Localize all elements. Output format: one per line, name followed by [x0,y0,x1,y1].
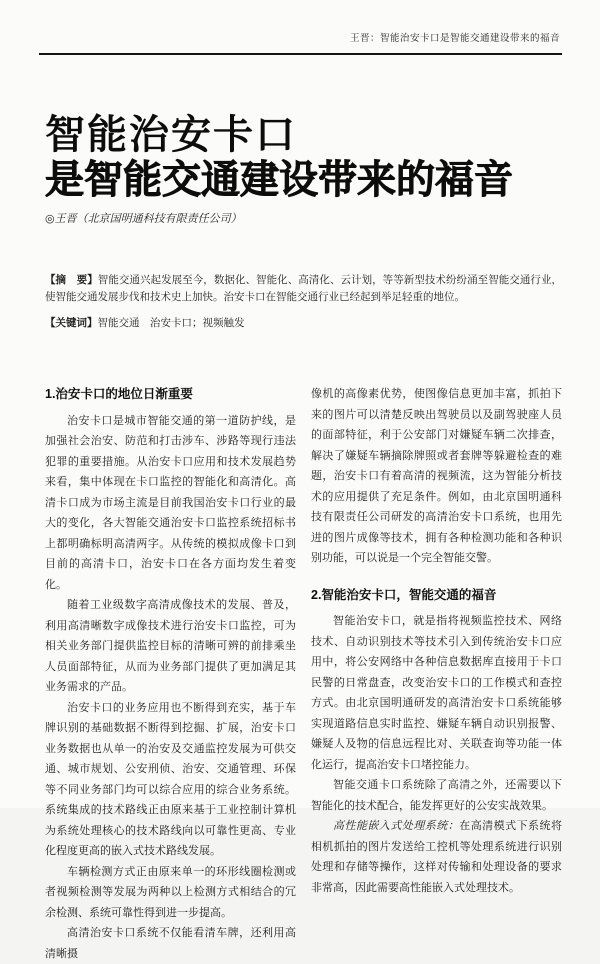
article-title [45,115,562,200]
body-paragraph: 治安卡口的业务应用也不断得到充实，基于车牌识别的基础数据不断得到挖掘、扩展，治安卡口业务数据也从单一的治安及交通监控发展为可供交通、城市规划、公安刑侦、治安、交通管理、环保等不同业务部门均可以综合应用的综合业务系统。系统集成的技术路线正由原来基于工业控制计算机为系统处理核心的技术路线向以可靠性更高、专业化程度更高的嵌入式技术路线发展。 [45,701,296,857]
abstract-text: 智能交通兴起发展至今，数据化、智能化、高清化、云计划，等等新型技术纷纷涌至智能交通行业，使智能交通发展步伐和技术史上加快。治安卡口在智能交通行业已经起到举足轻重的地位。 [45,274,563,303]
abstract-block [45,272,562,332]
body-paragraph: 车辆检测方式正由原来单一的环形线圈检测或者视频检测等发展为两种以上检测方式相结合的冗余检测、系统可靠性得到进一步提高。 [45,865,296,919]
keywords-line [45,315,562,332]
abstract-paragraph [45,272,562,306]
section-heading-2: 2.智能治安卡口，智能交通的福音 [311,587,497,602]
author-byline: ◎王晋（北京国明通科技有限责任公司） [45,213,242,225]
article-title-line2: 是智能交通建设带来的福音 [45,159,514,202]
header-divider [39,53,562,55]
term-label: 高性能嵌入式处理系统： [333,820,460,832]
body-paragraph: 高清治安卡口系统不仅能看清车牌，还利用高清晰摄 [45,927,296,960]
article-body [45,384,562,964]
body-paragraph: 随着工业级数字高清成像技术的发展、普及，利用高清晰数字成像技术进行治安卡口监控，可为相关业务部门提供监控目标的清晰可辨的前排乘坐人员面部特征，从而为业务部门提供了更加满足其业务需求的产品。 [45,599,296,693]
article-title-line1: 智能治安卡口 [45,113,297,157]
keywords-label: 【关键词】 [45,317,98,329]
term-paragraph-text: 在高清模式下系统将相机抓拍的图片发送给工控机等处理系统进行识别处理和存储等操作，这样对传输和处理设备的要求非常高，因此需要高性能嵌入式处理技术。 [311,820,563,894]
body-paragraph: 治安卡口是城市智能交通的第一道防护线，是加强社会治安、防范和打击涉车、涉路等现行违法犯罪的重要措施。从治安卡口应用和技术发展趋势来看，集中体现在卡口监控的智能化和高清化。高清卡口成为市场主流是目前我国治安卡口行业的最大的变化，各大智能交通治安卡口监控系统招标书上都明确标明高清两字。从传统的模拟成像卡口到目前的高清卡口，治安卡口在各方面均发生着变化。 [45,414,296,591]
continuation-paragraph: 像机的高像素优势，使图像信息更加丰富，抓拍下来的图片可以清楚反映出驾驶员以及副驾驶座人员的面部特征，利于公安部门对嫌疑车辆二次排查，解决了嫌疑车辆摘除牌照或者套牌等躲避检查的难题，治安卡口有着高清的视频流，这为智能分析技术的应用提供了充足条件。例如，由北京国明通科技有限责任公司研发的高清治安卡口系统，也用先进的图片成像等技术，拥有各种检测功能和各种识别功能，可以说是一个完全智能交警。 [311,388,562,564]
body-paragraph [311,816,562,898]
body-paragraph: 智能交通卡口系统除了高清之外，还需要以下智能化的技术配合，能发挥更好的公安实战效果。 [311,779,562,812]
running-header: 王晋：智能治安卡口是智能交通建设带来的福音 [349,33,560,44]
right-column [311,384,562,964]
section-heading-1: 1.治安卡口的地位日渐重要 [45,387,193,401]
left-column [45,384,296,964]
body-paragraph: 智能治安卡口，就是指将视频监控技术、网络技术、自动识别技术等技术引入到传统治安卡口应用中，将公安网络中各种信息数据库直接用于卡口民警的日常盘查，改变治安卡口的工作模式和查控方式。由北京国明通研发的高清治安卡口系统能够实现道路信息实时监控、嫌疑车辆自动识别报警、嫌疑人及物的信息远程比对、关联查询等功能一体化运行，提高治安卡口堵控能力。 [311,615,562,771]
keywords-text: 智能交通 治安卡口；视频触发 [97,317,245,329]
abstract-label: 【摘 要】 [45,274,98,286]
